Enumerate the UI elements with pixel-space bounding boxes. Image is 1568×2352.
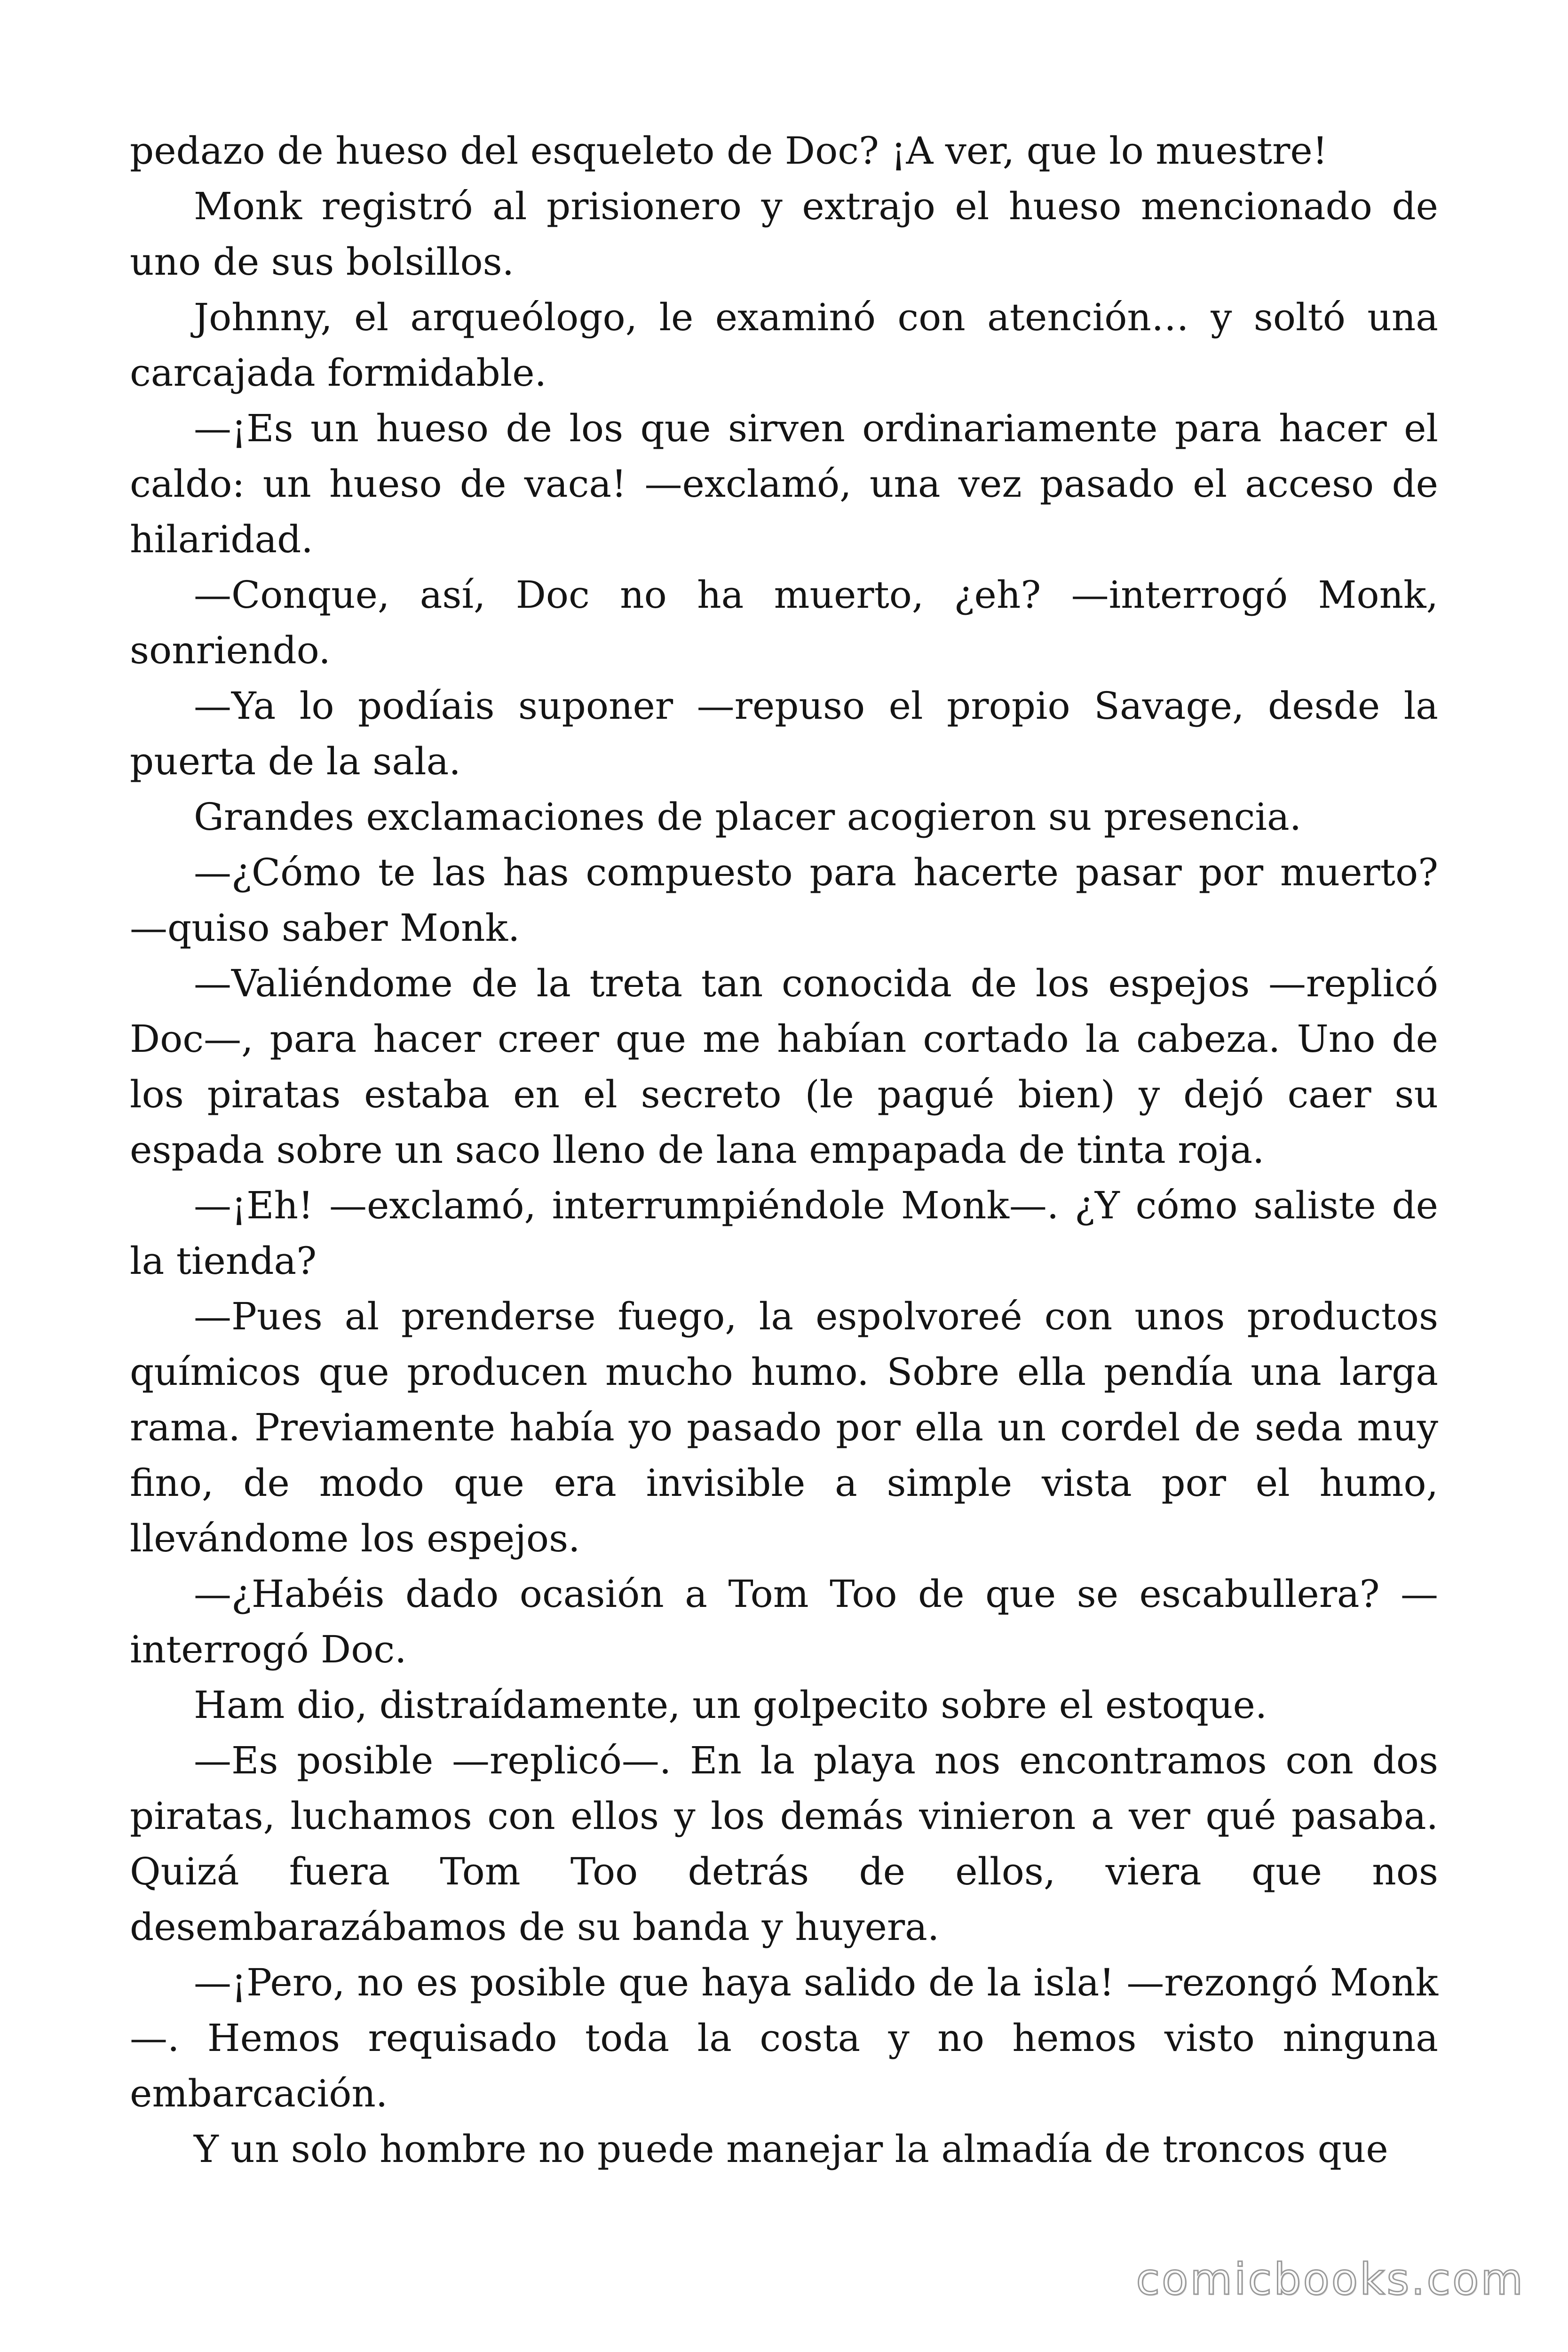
watermark: comicbooks.com xyxy=(1136,2254,1525,2304)
paragraph-5: —Conque, así, Doc no ha muerto, ¿eh? —interrogó Monk, sonriendo. xyxy=(130,573,1438,672)
paragraph-16: Y un solo hombre no puede manejar la almadía de troncos que xyxy=(194,2127,1388,2171)
paragraph-14: —Es posible —replicó—. En la playa nos encontramos con dos piratas, luchamos con ellos y los demás vinieron a ver qué pasaba. Quizá fuera Tom Too detrás de ellos, viera que nos desembarazábamos de su banda y huyera. xyxy=(130,1739,1438,1949)
paragraph-3: Johnny, el arqueólogo, le examinó con atención… y soltó una carcajada formidable. xyxy=(130,295,1438,395)
paragraph-2: Monk registró al prisionero y extrajo el hueso mencionado de uno de sus bolsillos. xyxy=(130,184,1438,284)
paragraph-10: —¡Eh! —exclamó, interrumpiéndole Monk—. ¿Y cómo saliste de la tienda? xyxy=(130,1184,1438,1283)
paragraph-9: —Valiéndome de la treta tan conocida de los espejos —replicó Doc—, para hacer creer que me habían cortado la cabeza. Uno de los piratas estaba en el secreto (le pagué bien) y dejó caer su espada sobre un saco lleno de lana empapada de tinta roja. xyxy=(130,961,1438,1172)
paragraph-11: —Pues al prenderse fuego, la espolvoreé con unos productos químicos que producen mucho humo. Sobre ella pendía una larga rama. Previamente había yo pasado por ella un cordel de seda muy fino, de modo que era invisible a simple vista por el humo, llevándome los espejos. xyxy=(130,1295,1438,1560)
paragraph-8: —¿Cómo te las has compuesto para hacerte pasar por muerto? —quiso saber Monk. xyxy=(130,850,1438,950)
paragraph-6: —Ya lo podíais suponer —repuso el propio Savage, desde la puerta de la sala. xyxy=(130,684,1438,783)
paragraph-1: pedazo de hueso del esqueleto de Doc? ¡A ver, que lo muestre! xyxy=(130,129,1328,173)
paragraph-15: —¡Pero, no es posible que haya salido de la isla! —rezongó Monk—. Hemos requisado toda la costa y no hemos visto ninguna embarcación. xyxy=(130,1961,1438,2115)
paragraph-7: Grandes exclamaciones de placer acogieron su presencia. xyxy=(194,795,1302,839)
paragraph-12: —¿Habéis dado ocasión a Tom Too de que se escabullera? —interrogó Doc. xyxy=(130,1572,1438,1671)
paragraph-4: —¡Es un hueso de los que sirven ordinariamente para hacer el caldo: un hueso de vaca! —exclamó, una vez pasado el acceso de hilaridad. xyxy=(130,406,1438,561)
body-text xyxy=(130,123,1438,2177)
paragraph-13: Ham dio, distraídamente, un golpecito sobre el estoque. xyxy=(194,1683,1267,1727)
